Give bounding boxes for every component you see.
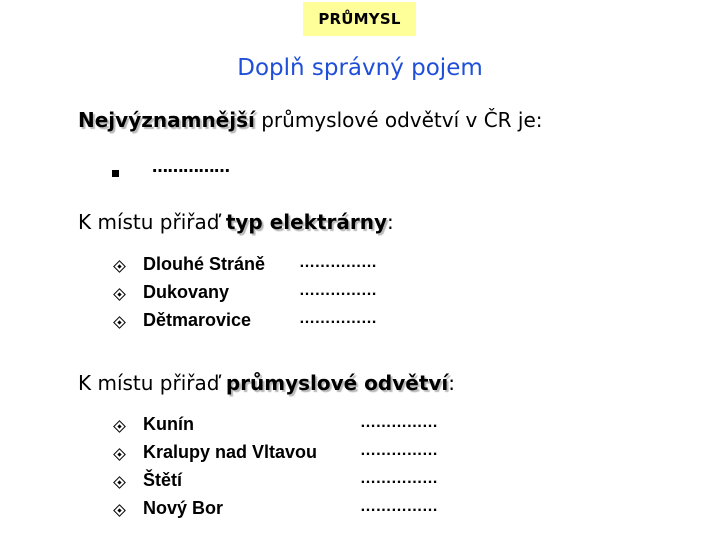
question-3-prefix: K místu přiřaď (78, 371, 226, 395)
answer-blank[interactable]: …………… (360, 442, 438, 459)
question-1-highlight: Nejvýznamnější (78, 108, 255, 132)
place-label: Kralupy nad Vltavou (143, 442, 318, 462)
bullet-icon (113, 476, 126, 489)
answer-blank[interactable]: …………… (299, 282, 377, 299)
question-2-prefix: K místu přiřaď (78, 210, 226, 234)
question-2-highlight: typ elektrárny (225, 210, 388, 234)
question-2 (78, 210, 394, 234)
place-label: Dukovany (143, 282, 230, 302)
place-label: Kunín (143, 414, 194, 434)
question-1-bullet-icon (112, 170, 119, 177)
bullet-icon (113, 448, 126, 461)
slide-title: Doplň správný pojem (237, 55, 483, 81)
question-1-text: průmyslové odvětví v ČR je: (254, 108, 543, 132)
topic-badge-label: PRŮMYSL (318, 10, 401, 28)
answer-blank[interactable]: …………… (360, 498, 438, 515)
bullet-icon (113, 288, 126, 301)
bullet-icon (113, 316, 126, 329)
place-label: Dlouhé Stráně (143, 254, 266, 274)
industry-place-list (115, 414, 465, 529)
question-3-highlight: průmyslové odvětví (225, 371, 449, 395)
question-3-suffix: : (448, 371, 456, 395)
place-label: Nový Bor (143, 498, 224, 518)
answer-blank[interactable]: …………… (360, 414, 438, 431)
place-label: Štětí (143, 470, 183, 490)
answer-blank[interactable]: …………… (299, 310, 377, 327)
bullet-icon (113, 504, 126, 517)
question-2-suffix: : (387, 210, 394, 234)
answer-blank[interactable]: …………… (360, 470, 438, 487)
place-label: Dětmarovice (143, 310, 252, 330)
question-1 (78, 108, 543, 132)
question-3 (78, 371, 455, 395)
bullet-icon (113, 260, 126, 273)
power-plant-list (115, 254, 415, 344)
question-1-answer-blank[interactable]: …………… (152, 157, 230, 176)
bullet-icon (113, 420, 126, 433)
answer-blank[interactable]: …………… (299, 254, 377, 271)
topic-badge (303, 2, 416, 36)
